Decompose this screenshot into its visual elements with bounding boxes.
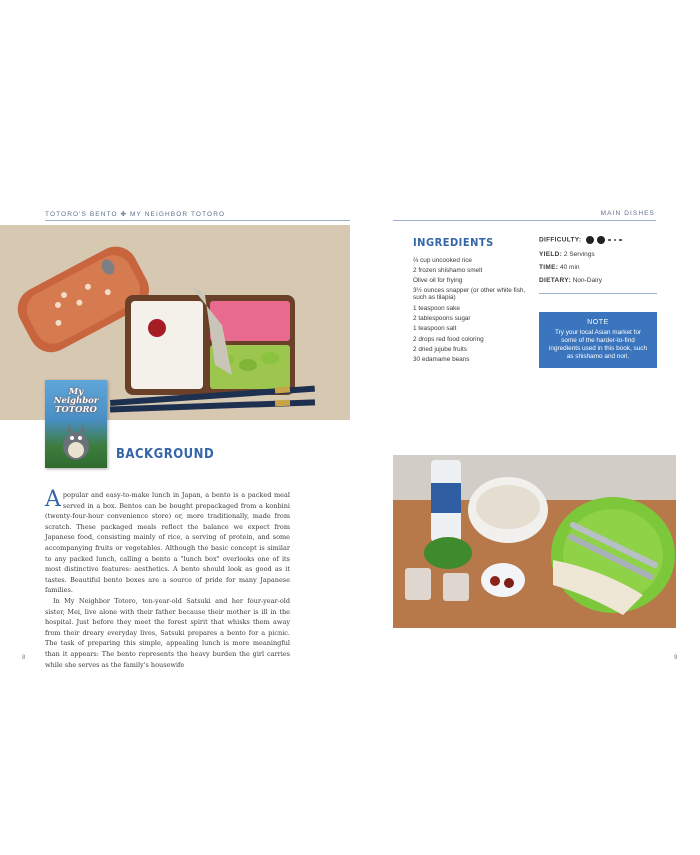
dietary-label: DIETARY: — [539, 277, 571, 284]
ingredient-item: 3½ ounces snapper (or other white fish, such as tilapia) — [413, 286, 526, 301]
ingredient-item: 1 teaspoon sake — [413, 305, 460, 313]
ingredient-item: Olive oil for frying — [413, 277, 463, 285]
ingredient-item: ⅔ cup uncooked rice — [413, 257, 472, 264]
paragraph-1-text: popular and easy-to-make lunch in Japan, a bento is a packed meal served in a box. Bentos can be bought prepackaged from a konbini (twenty-four-hour convenience store) or, more traditionally, made from scratch. These packaged meals reflect the balance we expect from Japanese food, consisting mainly of rice, a serving of protein, and some accompanying fruits or vegetables. Although the basic concept is similar to any packed lunch, calling a bento a "lunch box" overlooks one of its most distinctive features: aesthetics. A bento should look as good as it tastes. Beautiful bento boxes are a source of pride for many Japanese families. — [45, 491, 290, 595]
paragraph-2: In My Neighbor Totoro, ten-year-old Satsuki and her four-year-old sister, Mei, live alone with their father because their mother is ill in the hospital. Just before they meet the forest spirit that whisks them away from their dreary everyday lives, Satsuki prepares a bento for a picnic. The task of preparing this simple, appealing lunch is more meaningful than it appears: The bento represents the heavy burden the girl carries while she serves as the family's housewife — [45, 596, 290, 669]
ingredients-illustration — [393, 455, 676, 628]
page-number-right: 9 — [674, 655, 678, 661]
ingredients-list — [413, 256, 528, 365]
difficulty-empty-icon — [619, 239, 622, 242]
ingredients-photo — [393, 455, 676, 628]
ingredient-item: 2 dried jujube fruits — [413, 345, 467, 353]
note-box — [539, 312, 657, 368]
background-heading: BACKGROUND — [116, 447, 215, 462]
difficulty-row — [539, 236, 622, 244]
page-number-left: 8 — [22, 655, 26, 661]
running-head-left: TOTORO'S BENTO ✤ MY NEIGHBOR TOTORO — [45, 211, 226, 218]
difficulty-filled-icon — [586, 236, 594, 244]
book-cover-title: My Neighbor TOTORO — [53, 387, 99, 415]
dietary-value: Non-Dairy — [572, 277, 602, 284]
totoro-figure-icon — [55, 422, 97, 460]
difficulty-rating — [583, 237, 622, 244]
meta-rule — [539, 293, 657, 294]
yield-value: 2 Servings — [563, 251, 595, 258]
difficulty-filled-icon — [597, 236, 605, 244]
time-label: TIME: — [539, 264, 559, 271]
note-title: NOTE — [587, 319, 609, 326]
header-rule-left — [45, 220, 350, 221]
time-value: 40 min — [560, 264, 580, 271]
ingredient-item: 2 frozen shishamo smelt — [413, 267, 483, 275]
drop-cap: A — [45, 487, 61, 512]
book-cover — [45, 380, 107, 468]
background-body — [45, 487, 290, 670]
paragraph-1 — [45, 487, 290, 596]
note-text: Try your local Asian market for some of the harder-to-find ingredients used in this book, such as shishamo and nori. — [548, 329, 648, 360]
header-rule-right — [393, 220, 656, 221]
difficulty-empty-icon — [614, 239, 617, 242]
ingredients-heading: INGREDIENTS — [413, 236, 494, 249]
ingredient-item: 2 tablespoons sugar — [413, 315, 471, 323]
running-head-right: MAIN DISHES — [600, 210, 655, 217]
ingredient-item: 30 edamame beans — [413, 356, 470, 364]
difficulty-label: DIFFICULTY: — [539, 236, 582, 244]
difficulty-empty-icon — [608, 239, 611, 242]
yield-label: YIELD: — [539, 251, 563, 258]
dietary-row — [539, 277, 602, 284]
yield-row — [539, 251, 595, 258]
time-row — [539, 264, 580, 271]
ingredient-item: 1 teaspoon salt — [413, 325, 457, 333]
ingredient-item: 2 drops red food coloring — [413, 335, 484, 343]
